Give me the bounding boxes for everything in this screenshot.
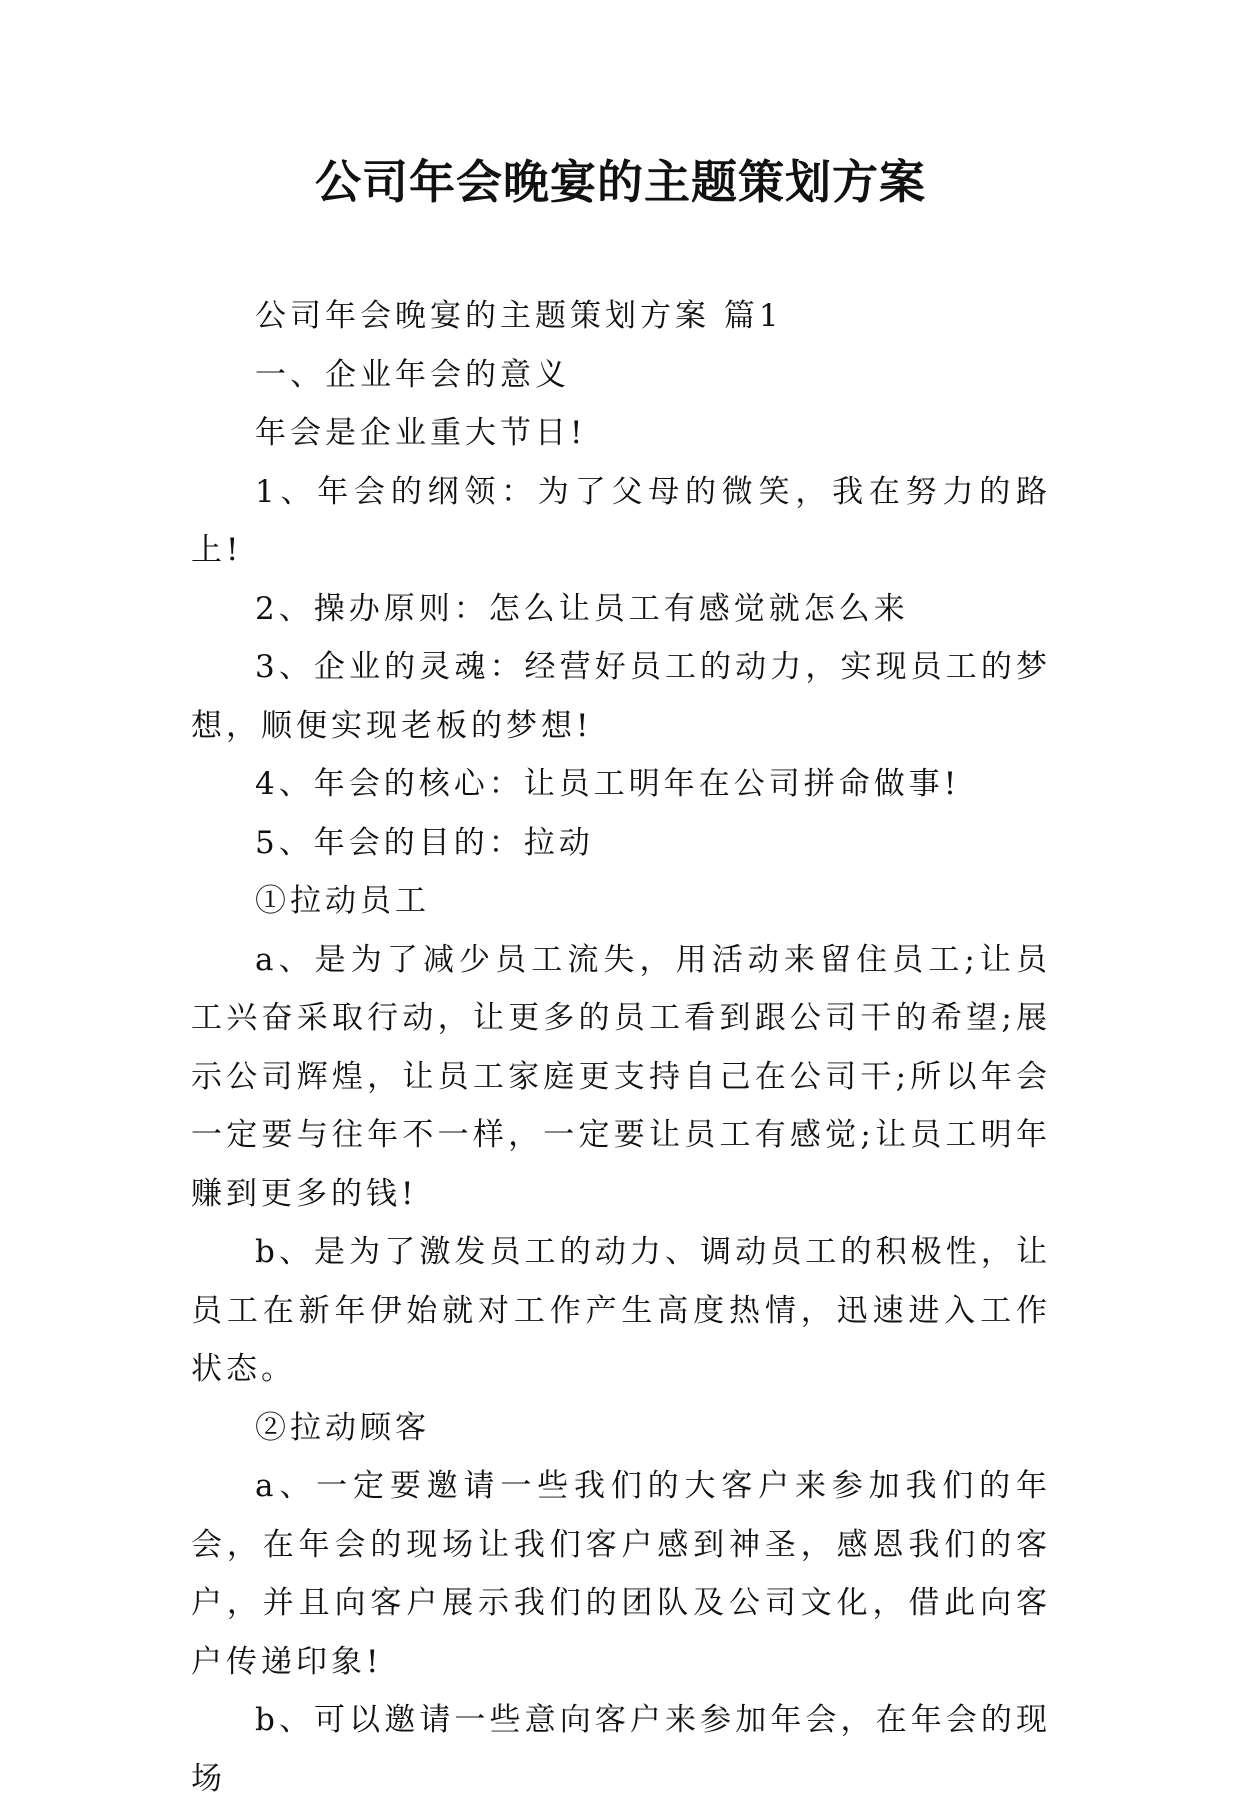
- paragraph: a、一定要邀请一些我们的大客户来参加我们的年会，在年会的现场让我们客户感到神圣，感恩我们的客户，并且向客户展示我们的团队及公司文化，借此向客户传递印象!: [191, 1468, 1051, 1680]
- list-item: 3、企业的灵魂：经营好员工的动力，实现员工的梦想，顺便实现老板的梦想!: [191, 649, 1051, 744]
- document-body: [191, 287, 1051, 1808]
- section-heading: 公司年会晚宴的主题策划方案 篇1: [255, 298, 783, 334]
- paragraph: 年会是企业重大节日!: [255, 415, 587, 451]
- paragraph: a、是为了减少员工流失，用活动来留住员工;让员工兴奋采取行动，让更多的员工看到跟公司干的希望;展示公司辉煌，让员工家庭更支持自己在公司干;所以年会一定要与往年不一样，一定要让员工有感觉;让员工明年赚到更多的钱!: [191, 941, 1051, 1212]
- list-item: 5、年会的目的：拉动: [255, 824, 594, 861]
- list-item: 1、年会的纲领：为了父母的微笑，我在努力的路上!: [191, 473, 1051, 568]
- subheading: 一、企业年会的意义: [255, 356, 570, 393]
- list-item: 2、操办原则：怎么让员工有感觉就怎么来: [255, 590, 909, 627]
- sub-item: ②拉动顾客: [255, 1409, 430, 1446]
- document-title: 公司年会晚宴的主题策划方案: [315, 155, 926, 209]
- paragraph: b、是为了激发员工的动力、调动员工的积极性，让员工在新年伊始就对工作产生高度热情，迅速进入工作状态。: [191, 1234, 1051, 1387]
- paragraph: b、可以邀请一些意向客户来参加年会，在年会的现场: [191, 1702, 1051, 1797]
- list-item: 4、年会的核心：让员工明年在公司拼命做事!: [255, 766, 961, 802]
- sub-item: ①拉动员工: [255, 883, 430, 919]
